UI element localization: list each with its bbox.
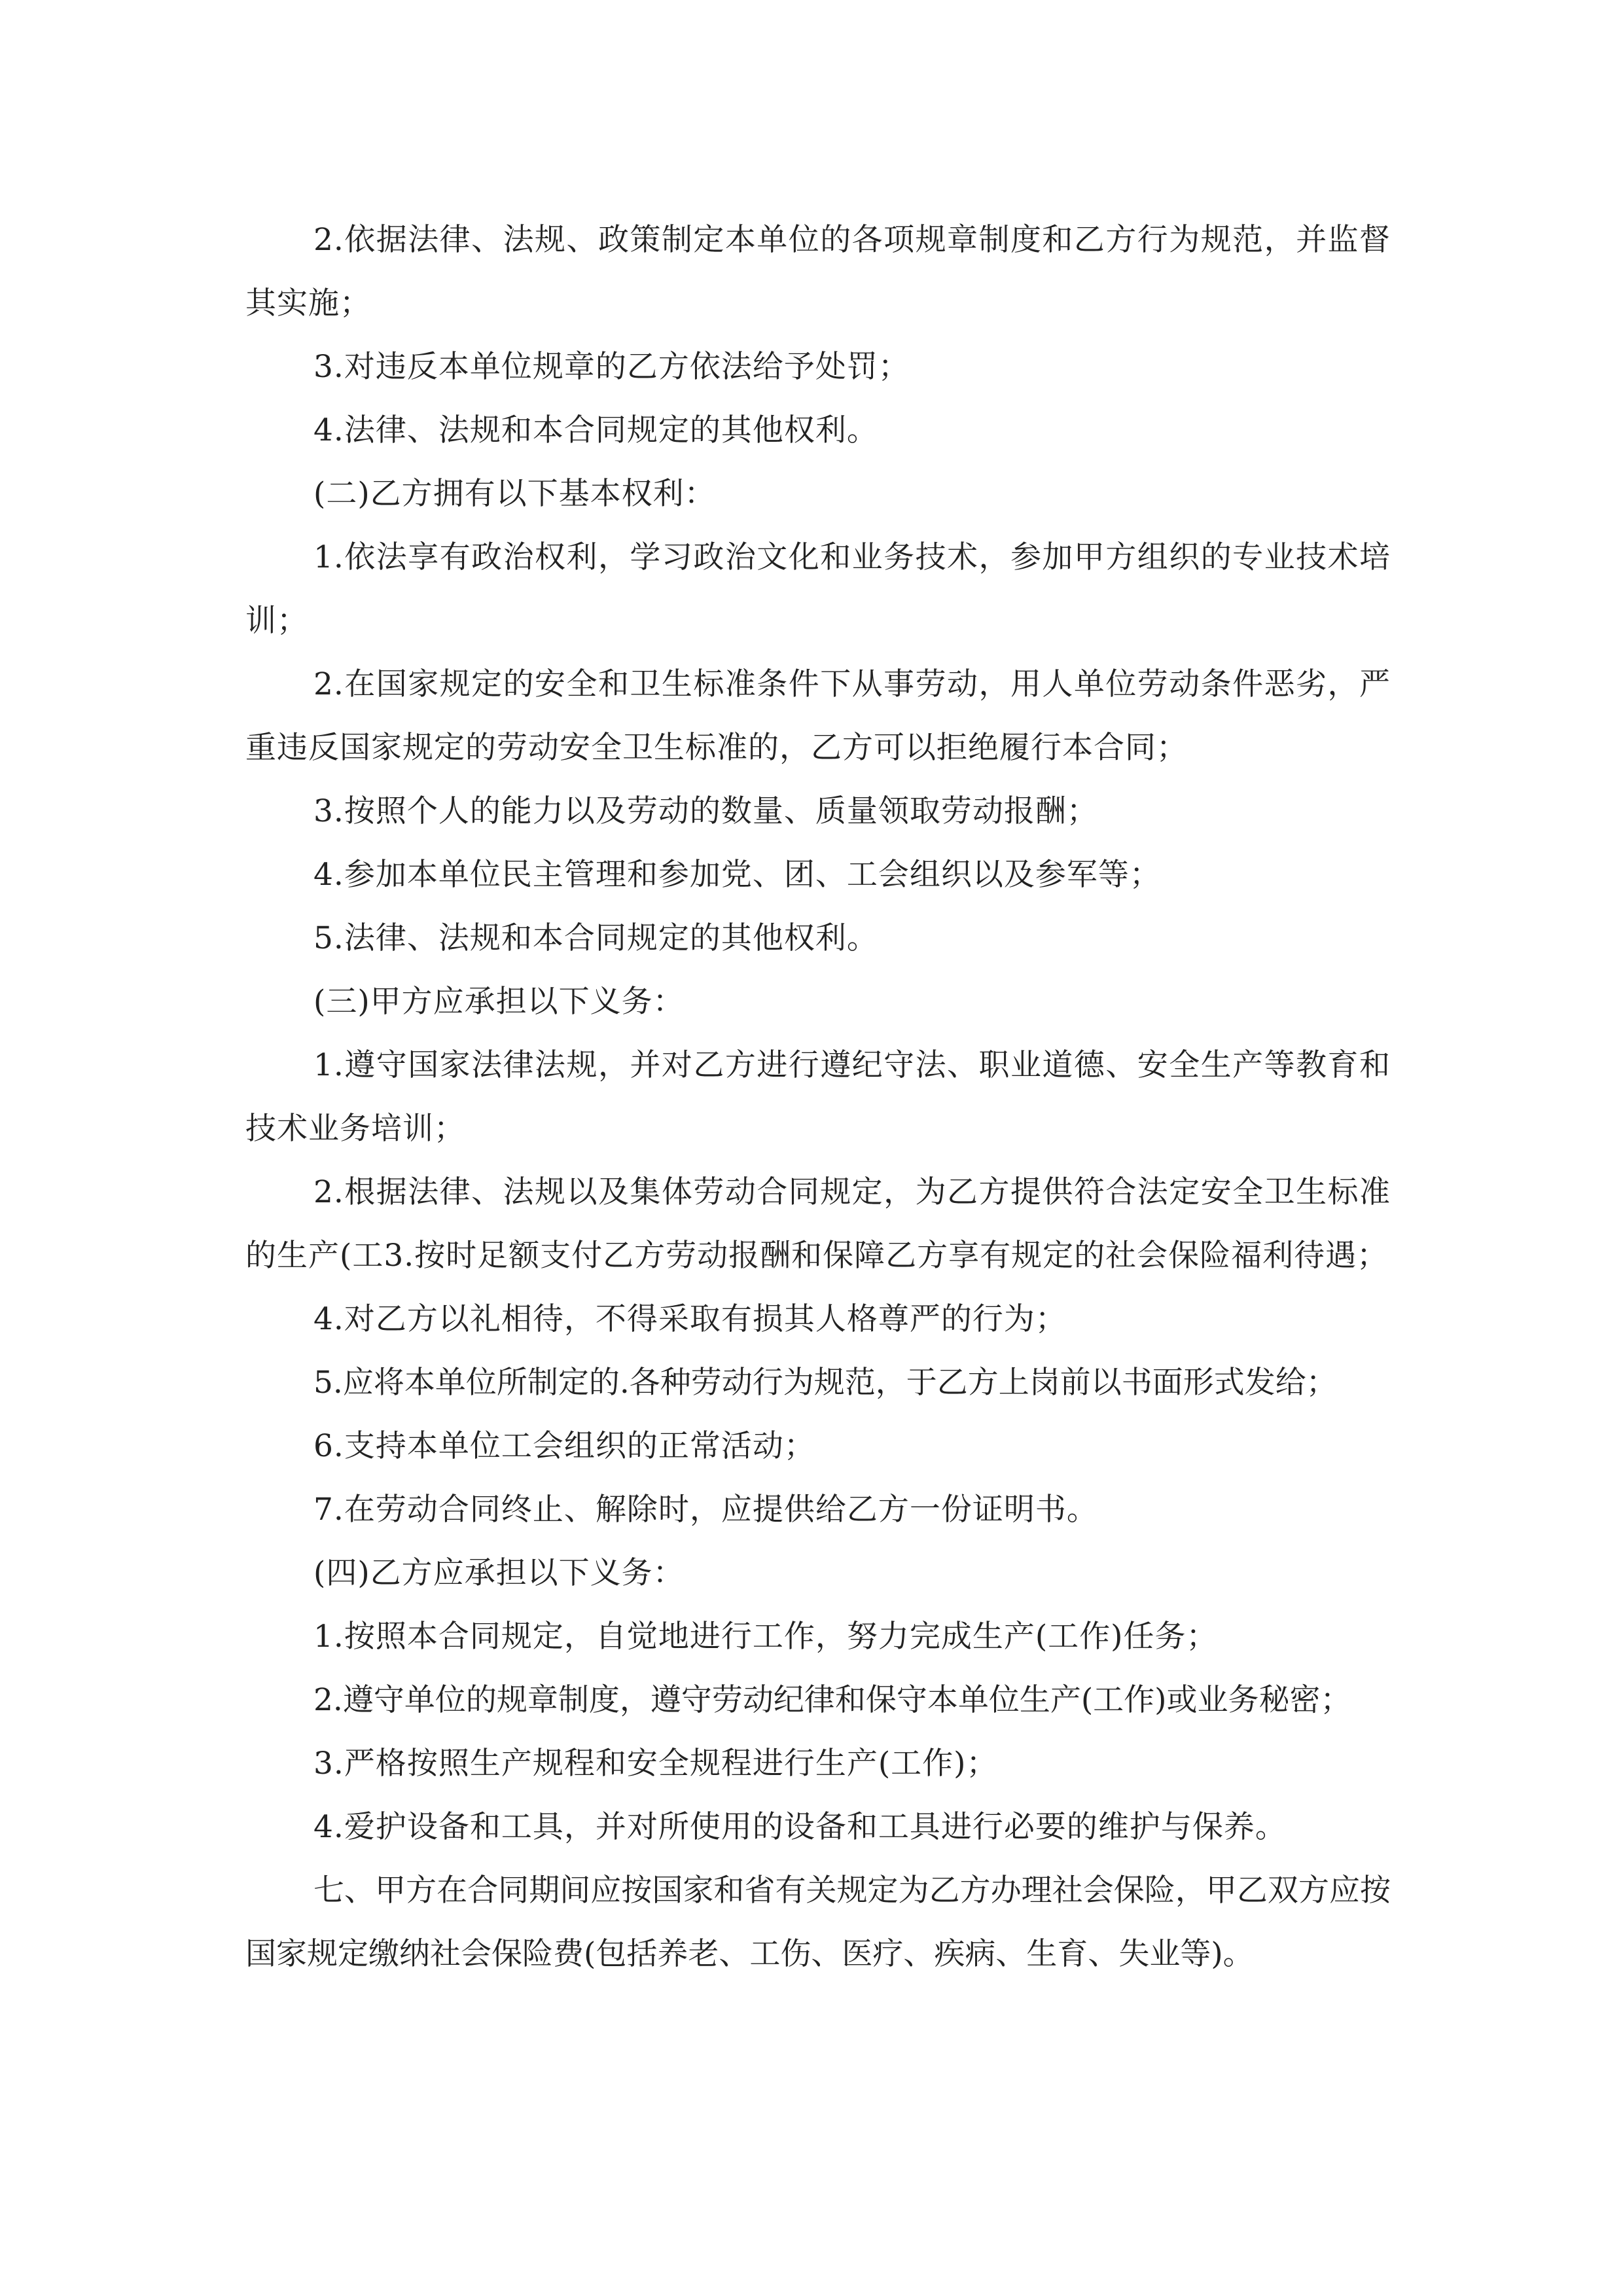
paragraph-employer-rules: 2.依据法律、法规、政策制定本单位的各项规章制度和乙方行为规范，并监督其实施；	[245, 222, 1391, 321]
paragraph-employee-political-rights: 1.依法享有政治权利，学习政治文化和业务技术，参加甲方组织的专业技术培训；	[245, 539, 1391, 639]
paragraph-employee-participation: 4.参加本单位民主管理和参加党、团、工会组织以及参军等；	[313, 857, 1161, 893]
paragraph-employee-equipment: 4.爱护设备和工具，并对所使用的设备和工具进行必要的维护与保养。	[313, 1809, 1287, 1845]
paragraph-employer-training: 1.遵守国家法律法规，并对乙方进行遵纪守法、职业道德、安全生产等教育和技术业务培训；	[245, 1047, 1391, 1147]
paragraph-employee-other-rights: 5.法律、法规和本合同规定的其他权利。	[313, 920, 878, 956]
paragraph-employer-certificate: 7.在劳动合同终止、解除时，应提供给乙方一份证明书。	[313, 1492, 1098, 1528]
paragraph-employer-written-rules: 5.应将本单位所制定的.各种劳动行为规范，于乙方上岗前以书面形式发给；	[313, 1365, 1337, 1401]
paragraph-employee-work: 1.按照本合同规定，自觉地进行工作，努力完成生产(工作)任务；	[313, 1619, 1218, 1655]
paragraph-employee-procedures: 3.严格按照生产规程和安全规程进行生产(工作)；	[313, 1746, 998, 1782]
paragraph-employer-other-rights: 4.法律、法规和本合同规定的其他权利。	[313, 412, 878, 448]
paragraph-employee-discipline: 2.遵守单位的规章制度，遵守劳动纪律和保守本单位生产(工作)或业务秘密；	[313, 1682, 1351, 1718]
paragraph-employer-penalty: 3.对违反本单位规章的乙方依法给予处罚；	[313, 349, 910, 385]
paragraph-employer-union: 6.支持本单位工会组织的正常活动；	[313, 1428, 815, 1464]
paragraph-employee-pay: 3.按照个人的能力以及劳动的数量、质量领取劳动报酬；	[313, 793, 1098, 829]
paragraph-employee-safety: 2.在国家规定的安全和卫生标准条件下从事劳动，用人单位劳动条件恶劣，严重违反国家规定的劳动安全卫生标准的，乙方可以拒绝履行本合同；	[245, 666, 1391, 766]
paragraph-employer-conditions: 2.根据法律、法规以及集体劳动合同规定，为乙方提供符合法定安全卫生标准的生产(工3.按时足额支付乙方劳动报酬和保障乙方享有规定的社会保险福利待遇；	[245, 1174, 1391, 1274]
section-heading-employee-rights: (二)乙方拥有以下基本权利：	[313, 476, 716, 512]
paragraph-social-insurance: 七、甲方在合同期间应按国家和省有关规定为乙方办理社会保险，甲乙双方应按国家规定缴纳社会保险费(包括养老、工伤、医疗、疾病、生育、失业等)。	[245, 1873, 1391, 1972]
paragraph-employer-respect: 4.对乙方以礼相待，不得采取有损其人格尊严的行为；	[313, 1301, 1067, 1337]
section-heading-employer-duties: (三)甲方应承担以下义务：	[313, 984, 685, 1020]
section-heading-employee-duties: (四)乙方应承担以下义务：	[313, 1555, 685, 1591]
contract-text-body	[245, 208, 1391, 1986]
